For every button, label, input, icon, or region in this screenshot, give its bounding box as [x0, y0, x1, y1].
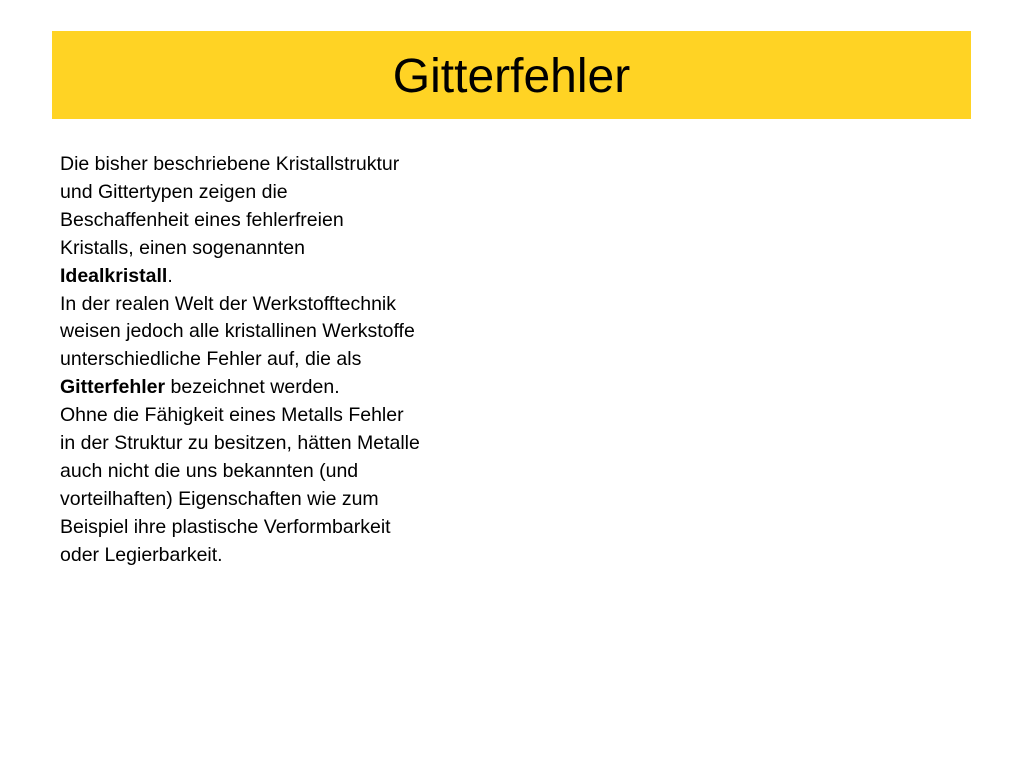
- paragraph-2-end: bezeichnet werden.: [165, 376, 340, 399]
- paragraph-1-text: Die bisher beschriebene Kristallstruktur und Gittertypen zeigen die Beschaffenheit eines fehlerfreien Kristalls, einen sogenannten: [60, 153, 400, 259]
- term-gitterfehler: Gitterfehler: [60, 376, 166, 399]
- paragraph-metal-properties: Ohne die Fähigkeit eines Metalls Fehler in der Struktur zu besitzen, hätten Metalle auch nicht die uns bekannten (und vorteilhaften) Eigenschaften wie zum Beispiel ihre plastische Verformbarkeit oder Legierbarkeit.: [60, 404, 420, 566]
- paragraph-2-text: In der realen Welt der Werkstofftechnik weisen jedoch alle kristallinen Werkstoffe unterschiedliche Fehler auf, die als: [60, 292, 415, 371]
- title-bar: [52, 31, 971, 119]
- paragraph-1-end: .: [167, 264, 173, 287]
- body-text: [60, 151, 420, 570]
- term-idealkristall: Idealkristall: [60, 264, 168, 287]
- slide-title: Gitterfehler: [392, 50, 631, 103]
- paragraph-ideal-crystal: [60, 151, 420, 291]
- paragraph-lattice-defects: [60, 291, 420, 403]
